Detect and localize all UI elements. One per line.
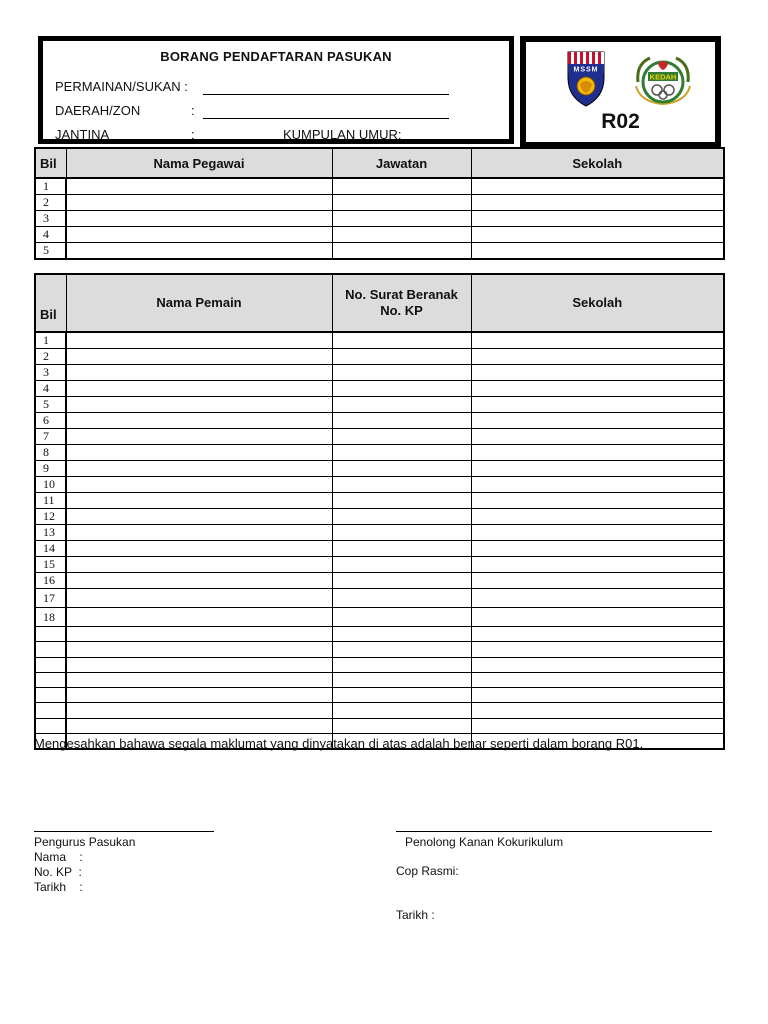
row-number: 18 [35,608,66,627]
permainan-label: PERMAINAN/SUKAN : [55,79,188,94]
cell-sekolah[interactable] [471,178,724,195]
jantina-field[interactable] [203,142,281,143]
row-number: 10 [35,477,66,493]
table-row [35,541,724,557]
cell-nama-pemain[interactable] [66,461,332,477]
table-row [35,509,724,525]
row-number: 2 [35,349,66,365]
row-number: 17 [35,589,66,608]
cell-nama-pemain[interactable] [66,332,332,349]
row-number: 11 [35,493,66,509]
table-row [35,672,724,687]
cell-no-surat-beranak[interactable] [332,718,471,733]
cell-no-surat-beranak[interactable] [332,381,471,397]
cell-no-surat-beranak[interactable] [332,627,471,642]
cell-jawatan[interactable] [332,211,471,227]
surat-beranak-label: No. Surat Beranak [345,287,458,302]
col-sekolah: Sekolah [471,148,724,178]
col-sekolah: Sekolah [471,274,724,332]
cell-nama-pemain[interactable] [66,608,332,627]
row-number: 9 [35,461,66,477]
table-row [35,493,724,509]
row-number: 5 [35,243,66,260]
cell-sekolah[interactable] [471,589,724,608]
row-number [35,718,66,733]
cell-sekolah[interactable] [471,608,724,627]
penolong-kanan-label: Penolong Kanan Kokurikulum [405,835,564,849]
table-row [35,178,724,195]
tarikh-left-label: Tarikh : [34,880,83,894]
jantina-label: JANTINA [55,127,110,142]
table-row [35,573,724,589]
cell-nama-pegawai[interactable] [66,227,332,243]
cell-sekolah[interactable] [471,573,724,589]
table-row [35,657,724,672]
daerah-colon: : [191,103,195,118]
cell-sekolah[interactable] [471,397,724,413]
row-number [35,672,66,687]
cell-no-surat-beranak[interactable] [332,413,471,429]
cell-no-surat-beranak[interactable] [332,461,471,477]
table-row [35,525,724,541]
row-number: 5 [35,397,66,413]
players-header-row [35,274,724,332]
cell-nama-pemain[interactable] [66,509,332,525]
cell-sekolah[interactable] [471,413,724,429]
table-row [35,718,724,733]
cell-nama-pegawai[interactable] [66,211,332,227]
cell-nama-pemain[interactable] [66,718,332,733]
table-row [35,365,724,381]
cell-nama-pemain[interactable] [66,493,332,509]
cell-jawatan[interactable] [332,243,471,260]
kumpulan-umur-label: KUMPULAN UMUR: [283,127,402,142]
cell-nama-pemain[interactable] [66,413,332,429]
cell-sekolah[interactable] [471,429,724,445]
cell-nama-pemain[interactable] [66,589,332,608]
officials-header-row [35,148,724,178]
cell-sekolah[interactable] [471,657,724,672]
jantina-colon: : [191,127,195,142]
cell-no-surat-beranak[interactable] [332,477,471,493]
cell-nama-pemain[interactable] [66,525,332,541]
cell-nama-pemain[interactable] [66,381,332,397]
table-row [35,642,724,657]
table-row [35,332,724,349]
col-bil: Bil [35,148,66,178]
table-row [35,477,724,493]
cell-sekolah[interactable] [471,332,724,349]
row-number [35,657,66,672]
mssm-logo-text: MSSM [573,66,599,74]
table-row [35,557,724,573]
cell-jawatan[interactable] [332,178,471,195]
row-number: 3 [35,211,66,227]
cell-sekolah[interactable] [471,703,724,718]
cell-sekolah[interactable] [471,672,724,687]
cell-no-surat-beranak[interactable] [332,573,471,589]
table-row [35,397,724,413]
cell-sekolah[interactable] [471,445,724,461]
col-nama-pegawai: Nama Pegawai [66,148,332,178]
left-signature-line[interactable] [34,831,214,832]
cell-no-surat-beranak[interactable] [332,557,471,573]
cell-sekolah[interactable] [471,461,724,477]
mssm-shield-icon [566,50,606,108]
cell-nama-pemain[interactable] [66,477,332,493]
row-number [35,642,66,657]
row-number: 1 [35,332,66,349]
cell-sekolah[interactable] [471,243,724,260]
cell-sekolah[interactable] [471,688,724,703]
confirmation-statement: Mengesahkan bahawa segala maklumat yang dinyatakan di atas adalah benar seperti dalam borang R01. [34,736,644,751]
form-code: R02 [601,110,640,133]
table-row [35,608,724,627]
table-row [35,227,724,243]
cell-no-surat-beranak[interactable] [332,445,471,461]
cell-no-surat-beranak[interactable] [332,397,471,413]
table-row [35,429,724,445]
col-bil: Bil [35,274,66,332]
no-kp-label: No. KP [380,303,423,318]
cell-sekolah[interactable] [471,349,724,365]
cell-no-surat-beranak[interactable] [332,493,471,509]
cell-nama-pemain[interactable] [66,445,332,461]
cell-no-surat-beranak[interactable] [332,688,471,703]
cell-no-surat-beranak[interactable] [332,541,471,557]
row-number [35,688,66,703]
cell-nama-pemain[interactable] [66,397,332,413]
table-row [35,349,724,365]
daerah-label: DAERAH/ZON [55,103,141,118]
table-row [35,688,724,703]
cell-nama-pemain[interactable] [66,557,332,573]
cell-sekolah[interactable] [471,509,724,525]
players-table [34,273,725,750]
cell-nama-pemain[interactable] [66,642,332,657]
table-row [35,445,724,461]
form-header-box [38,36,514,144]
cell-no-surat-beranak[interactable] [332,672,471,687]
cell-nama-pemain[interactable] [66,365,332,381]
cell-sekolah[interactable] [471,365,724,381]
cell-sekolah[interactable] [471,525,724,541]
table-row [35,589,724,608]
right-signature-line[interactable] [396,831,712,832]
cell-no-surat-beranak[interactable] [332,349,471,365]
row-number: 7 [35,429,66,445]
cell-nama-pemain[interactable] [66,672,332,687]
row-number: 2 [35,195,66,211]
left-signature-block [34,835,135,895]
table-row [35,703,724,718]
cell-nama-pegawai[interactable] [66,178,332,195]
cell-nama-pemain[interactable] [66,541,332,557]
kedah-logo-text: KEDAH [649,72,677,82]
cell-sekolah[interactable] [471,195,724,211]
cell-jawatan[interactable] [332,227,471,243]
row-number [35,703,66,718]
cell-nama-pemain[interactable] [66,703,332,718]
permainan-field[interactable] [203,94,449,95]
cell-no-surat-beranak[interactable] [332,429,471,445]
cell-nama-pemain[interactable] [66,573,332,589]
row-number: 4 [35,381,66,397]
cell-sekolah[interactable] [471,477,724,493]
cell-no-surat-beranak[interactable] [332,509,471,525]
players-body [35,332,724,749]
form-title: BORANG PENDAFTARAN PASUKAN [160,49,392,64]
row-number: 14 [35,541,66,557]
daerah-field[interactable] [203,118,449,119]
col-nama-pemain: Nama Pemain [66,274,332,332]
table-row [35,243,724,260]
row-number: 6 [35,413,66,429]
cell-nama-pegawai[interactable] [66,243,332,260]
cell-no-surat-beranak[interactable] [332,525,471,541]
cell-no-surat-beranak[interactable] [332,703,471,718]
cell-no-surat-beranak[interactable] [332,332,471,349]
cell-no-surat-beranak[interactable] [332,608,471,627]
cell-sekolah[interactable] [471,211,724,227]
cell-sekolah[interactable] [471,227,724,243]
cell-no-surat-beranak[interactable] [332,642,471,657]
row-number: 12 [35,509,66,525]
cell-sekolah[interactable] [471,557,724,573]
cell-no-surat-beranak[interactable] [332,657,471,672]
cell-nama-pemain[interactable] [66,429,332,445]
cell-sekolah[interactable] [471,493,724,509]
pengurus-pasukan-label: Pengurus Pasukan [34,835,136,849]
kedah-emblem-icon [628,52,698,108]
table-row [35,381,724,397]
row-number: 1 [35,178,66,195]
table-row [35,627,724,642]
table-row [35,195,724,211]
table-row [35,413,724,429]
cell-nama-pemain[interactable] [66,688,332,703]
nama-label: Nama : [34,850,83,864]
col-jawatan: Jawatan [332,148,471,178]
cell-nama-pemain[interactable] [66,657,332,672]
row-number: 16 [35,573,66,589]
tarikh-right-label: Tarikh : [396,908,435,922]
cell-no-surat-beranak[interactable] [332,365,471,381]
row-number: 3 [35,365,66,381]
col-no-surat-beranak [332,274,471,332]
cop-rasmi-label: Cop Rasmi: [396,864,459,878]
cell-sekolah[interactable] [471,381,724,397]
cell-sekolah[interactable] [471,627,724,642]
row-number [35,627,66,642]
row-number: 13 [35,525,66,541]
cell-sekolah[interactable] [471,541,724,557]
cell-sekolah[interactable] [471,718,724,733]
row-number: 8 [35,445,66,461]
cell-nama-pegawai[interactable] [66,195,332,211]
cell-nama-pemain[interactable] [66,349,332,365]
table-row [35,461,724,477]
row-number: 4 [35,227,66,243]
logo-box [520,36,721,148]
cell-nama-pemain[interactable] [66,627,332,642]
cell-no-surat-beranak[interactable] [332,589,471,608]
no-kp-sign-label: No. KP : [34,865,82,879]
kumpulan-umur-field[interactable] [413,142,505,143]
row-number: 15 [35,557,66,573]
cell-jawatan[interactable] [332,195,471,211]
officials-table [34,147,725,260]
table-row [35,211,724,227]
cell-sekolah[interactable] [471,642,724,657]
